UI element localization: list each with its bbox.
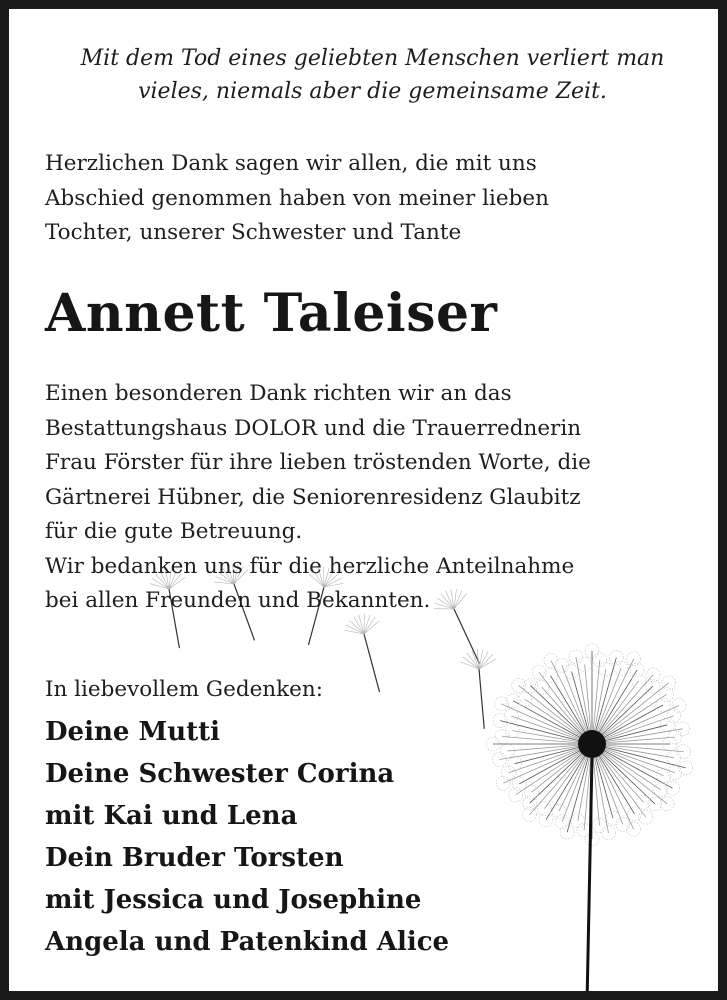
special-thanks-line: Bestattungshaus DOLOR und die Trauerrednerin xyxy=(45,415,582,441)
special-thanks-line: Gärtnerei Hübner, die Seniorenresidenz Glaubitz xyxy=(45,484,581,510)
thanks-line: Abschied genommen haben von meiner lieben xyxy=(45,185,549,211)
thanks-line: Tochter, unserer Schwester und Tante xyxy=(45,220,462,245)
special-thanks-line: Wir bedanken uns für die herzliche Anteilnahme xyxy=(45,553,575,579)
thanks-paragraph xyxy=(45,147,549,251)
special-thanks-line: für die gute Betreuung. xyxy=(45,519,303,544)
motto-line: vieles, niemals aber die gemeinsame Zeit. xyxy=(138,79,607,104)
special-thanks-paragraph xyxy=(45,377,591,619)
special-thanks-line: bei allen Freunden und Bekannten. xyxy=(45,588,431,613)
signer-name: mit Jessica und Josephine xyxy=(45,885,422,915)
signer-name: mit Kai und Lena xyxy=(45,801,298,831)
thanks-line: Herzlichen Dank sagen wir allen, die mit uns xyxy=(45,151,537,176)
signer-list xyxy=(45,711,449,963)
signer-name: Deine Mutti xyxy=(45,717,221,747)
motto-line: Mit dem Tod eines geliebten Menschen verliert man xyxy=(80,46,665,71)
signer-name: Deine Schwester Corina xyxy=(45,759,395,789)
deceased-name: Annett Taleiser xyxy=(45,283,498,344)
special-thanks-line: Einen besonderen Dank richten wir an das xyxy=(45,381,512,406)
closing-phrase: In liebevollem Gedenken: xyxy=(45,677,323,702)
signer-name: Angela und Patenkind Alice xyxy=(45,927,450,957)
motto-quote xyxy=(9,42,727,108)
signer-name: Dein Bruder Torsten xyxy=(45,843,344,873)
special-thanks-line: Frau Förster für ihre lieben tröstenden Worte, die xyxy=(45,450,591,475)
